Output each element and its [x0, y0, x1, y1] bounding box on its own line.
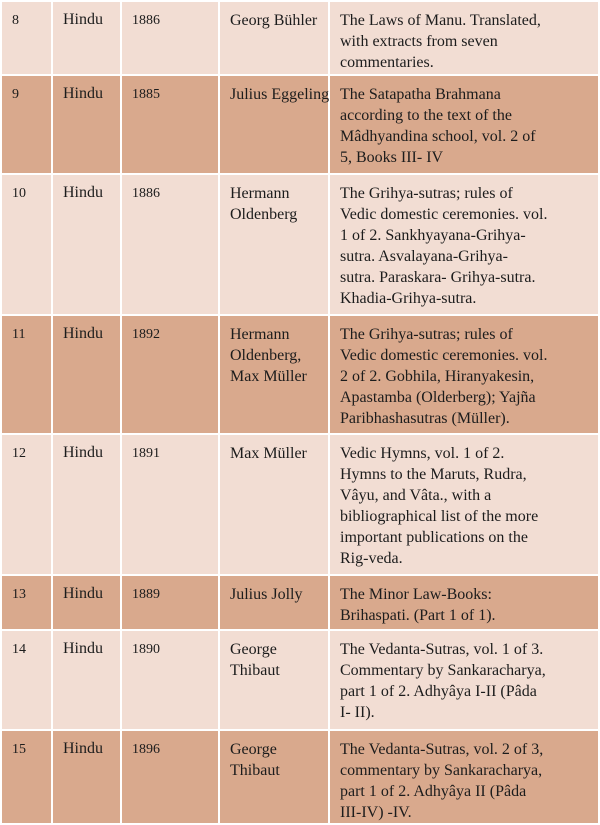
row-number: 9	[1, 75, 52, 174]
year-cell: 1890	[121, 630, 219, 730]
title-line: III-IV) -IV.	[340, 804, 412, 821]
table-row	[1, 730, 599, 824]
title-line: according to the text of the	[340, 107, 512, 124]
translator-line: Julius Jolly	[230, 586, 303, 603]
title-line: 2 of 2. Gobhila, Hiranyakesin,	[340, 368, 535, 385]
translator-cell	[219, 730, 329, 824]
title-cell	[329, 630, 599, 730]
year-cell: 1891	[121, 434, 219, 575]
religion-cell: Hindu	[52, 630, 121, 730]
title-cell	[329, 174, 599, 315]
title-cell	[329, 575, 599, 630]
religion-cell: Hindu	[52, 730, 121, 824]
translator-line: Oldenberg,	[230, 347, 302, 364]
row-number: 10	[1, 174, 52, 315]
title-line: Paribhashasutras (Müller).	[340, 410, 510, 427]
religion-cell: Hindu	[52, 1, 121, 75]
table-row	[1, 1, 599, 75]
row-number: 11	[1, 315, 52, 434]
title-line: Khadia-Grihya-sutra.	[340, 290, 477, 307]
religion-cell: Hindu	[52, 75, 121, 174]
title-line: Hymns to the Maruts, Rudra,	[340, 466, 527, 483]
table-row	[1, 315, 599, 434]
translator-line: George	[230, 641, 277, 658]
translator-line: Georg Bühler	[230, 12, 318, 29]
title-line: important publications on the	[340, 529, 528, 546]
title-line: I- II).	[340, 704, 375, 721]
title-cell	[329, 315, 599, 434]
title-line: Vedic domestic ceremonies. vol.	[340, 206, 548, 223]
title-line: part 1 of 2. Adhyâya I-II (Pâda	[340, 683, 537, 700]
title-line: Vâyu, and Vâta., with a	[340, 487, 492, 504]
title-line: sutra. Paraskara- Grihya-sutra.	[340, 269, 536, 286]
religion-cell: Hindu	[52, 434, 121, 575]
religion-cell: Hindu	[52, 315, 121, 434]
translator-cell	[219, 630, 329, 730]
translator-line: Julius Eggeling	[230, 86, 330, 103]
table-row	[1, 630, 599, 730]
title-line: commentary by Sankaracharya,	[340, 762, 543, 779]
table-row	[1, 75, 599, 174]
row-number: 12	[1, 434, 52, 575]
translator-line: Thibaut	[230, 662, 280, 679]
translator-line: Oldenberg	[230, 206, 298, 223]
table-row	[1, 575, 599, 630]
year-cell: 1885	[121, 75, 219, 174]
title-line: The Grihya-sutras; rules of	[340, 185, 513, 202]
title-line: Vedic Hymns, vol. 1 of 2.	[340, 445, 505, 462]
title-cell	[329, 75, 599, 174]
translator-line: Max Müller	[230, 445, 307, 462]
row-number: 8	[1, 1, 52, 75]
title-line: with extracts from seven	[340, 33, 498, 50]
title-line: Vedic domestic ceremonies. vol.	[340, 347, 548, 364]
religion-cell: Hindu	[52, 174, 121, 315]
row-number: 13	[1, 575, 52, 630]
title-line: Apastamba (Olderberg); Yajña	[340, 389, 536, 406]
translator-line: Hermann	[230, 185, 290, 202]
title-line: The Laws of Manu. Translated,	[340, 12, 541, 29]
table-row	[1, 174, 599, 315]
year-cell: 1896	[121, 730, 219, 824]
translator-line: Thibaut	[230, 762, 280, 779]
row-number: 15	[1, 730, 52, 824]
title-line: Commentary by Sankaracharya,	[340, 662, 546, 679]
title-line: bibliographical list of the more	[340, 508, 539, 525]
translator-cell	[219, 575, 329, 630]
year-cell: 1886	[121, 174, 219, 315]
translator-cell	[219, 315, 329, 434]
year-cell: 1889	[121, 575, 219, 630]
translator-line: George	[230, 741, 277, 758]
title-line: part 1 of 2. Adhyâya II (Pâda	[340, 783, 527, 800]
table-row	[1, 434, 599, 575]
translator-cell	[219, 1, 329, 75]
translator-cell	[219, 174, 329, 315]
title-line: commentaries.	[340, 54, 434, 71]
year-cell: 1886	[121, 1, 219, 75]
year-cell: 1892	[121, 315, 219, 434]
title-line: The Grihya-sutras; rules of	[340, 326, 513, 343]
translator-line: Hermann	[230, 326, 290, 343]
title-line: The Vedanta-Sutras, vol. 1 of 3.	[340, 641, 544, 658]
title-cell	[329, 730, 599, 824]
row-number: 14	[1, 630, 52, 730]
title-line: The Satapatha Brahmana	[340, 86, 501, 103]
title-line: 5, Books III- IV	[340, 149, 444, 166]
religion-cell: Hindu	[52, 575, 121, 630]
title-line: The Vedanta-Sutras, vol. 2 of 3,	[340, 741, 544, 758]
translator-cell	[219, 75, 329, 174]
title-line: Rig-veda.	[340, 550, 403, 567]
title-line: Mâdhyandina school, vol. 2 of	[340, 128, 536, 145]
title-line: sutra. Asvalayana-Grihya-	[340, 248, 508, 265]
title-cell	[329, 1, 599, 75]
translator-cell	[219, 434, 329, 575]
books-table-body	[1, 1, 599, 824]
translator-line: Max Müller	[230, 368, 307, 385]
title-cell	[329, 434, 599, 575]
title-line: Brihaspati. (Part 1 of 1).	[340, 607, 496, 624]
title-line: The Minor Law-Books:	[340, 586, 492, 603]
title-line: 1 of 2. Sankhyayana-Grihya-	[340, 227, 526, 244]
